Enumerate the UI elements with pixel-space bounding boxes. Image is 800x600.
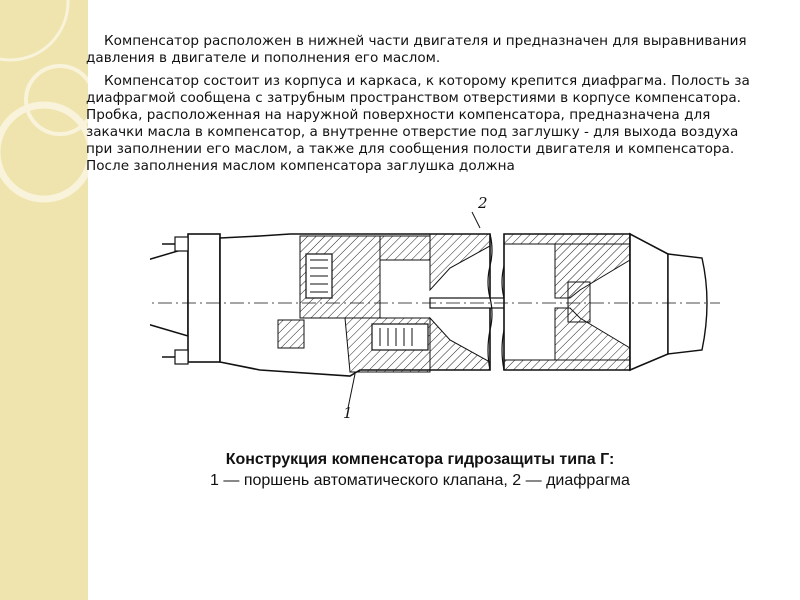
decorative-ring-top — [0, 0, 68, 60]
right-end-cap — [630, 234, 707, 370]
right-housing — [504, 234, 630, 370]
callout-2-label: 2 — [478, 194, 488, 212]
decorative-ring-large — [0, 105, 88, 199]
figure-caption-legend: 1 — поршень автоматического клапана, 2 — диафрагма — [210, 472, 630, 489]
callout-2-leader — [472, 212, 480, 228]
callout-1-leader — [348, 374, 355, 408]
callout-1-label: 1 — [343, 404, 353, 422]
left-end-cap — [150, 248, 188, 336]
paragraph-structure: Компенсатор состоит из корпуса и каркаса, к которому крепится диафрагма. Полость за диафрагмой сообщена с затрубным пространством отверстиями в корпусе компенсатора. Пробка, расположенная на наружной поверхности компенсатора, предназначена для закачки масла в компенсатор, а внутренне отверстие под заглушку - для выхода воздуха при заполнении его маслом, а также для сообщения полости двигателя и компенсатора. После заполнения маслом компенсатора заглушка должна — [86, 73, 750, 174]
decorative-side-strip — [0, 0, 88, 600]
compensator-drawing — [150, 190, 740, 430]
figure-caption-title: Конструкция компенсатора гидрозащиты типа Г: — [225, 451, 615, 468]
paragraph-purpose: Компенсатор расположен в нижней части двигателя и предназначен для выравнивания давления в двигателе и пополнения его маслом. — [86, 33, 747, 66]
